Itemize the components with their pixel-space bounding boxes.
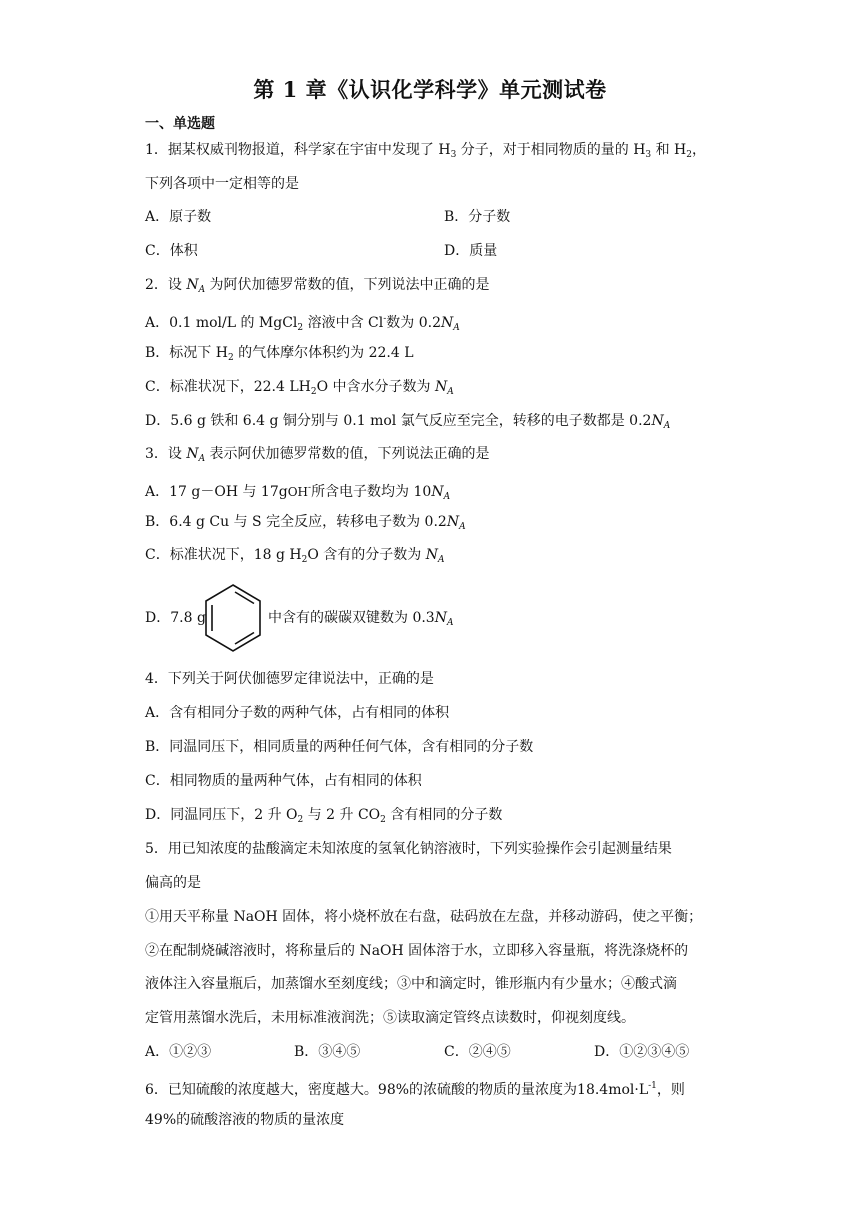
benzene-structure-icon: [202, 582, 264, 654]
q2-option-c: C．标准状况下，22.4 $LH_2O$ 中含水分子数为 $N_A$: [145, 379, 454, 397]
q4-stem: 4．下列关于阿伏伽德罗定律说法中，正确的是: [145, 671, 434, 687]
q3-option-d-prefix: D．7.8 g: [145, 610, 206, 626]
q6-stem-line2: 49%的硫酸溶液的物质的量浓度: [145, 1112, 345, 1128]
q5-stem-line3: ①用天平称量 NaOH 固体，将小烧杯放在右盘，砝码放在左盘，并移动游码，使之平衡；: [145, 909, 703, 925]
q4-option-d: D．同温同压下，2 升 $O_2$ 与 2 升 $CO_2$ 含有相同的分子数: [145, 807, 503, 825]
q2-option-a: A．0.1 mol/L 的 MgCl$_2$ 溶液中含 Cl-数为 $0.2N_A$: [145, 314, 460, 333]
q1-stem-line1: 1．据某权威刊物报道，科学家在宇宙中发现了 $H_3$ 分子，对于相同物质的量的 $H_3$ 和 $H_2$，: [145, 142, 706, 160]
q1-stem-line2: 下列各项中一定相等的是: [145, 176, 299, 192]
q2-option-b: B．标况下 $H_2$ 的气体摩尔体积约为 22.4 L: [145, 345, 414, 363]
q5-stem-line4: ②在配制烧碱溶液时，将称量后的 NaOH 固体溶于水，立即移入容量瓶，将洗涤烧杯的: [145, 943, 689, 959]
q5-option-c: C．②④⑤: [444, 1044, 511, 1060]
q1-option-d: D．质量: [444, 243, 498, 259]
q5-option-d: D．①②③④⑤: [594, 1044, 690, 1060]
q4-option-c: C．相同物质的量两种气体，占有相同的体积: [145, 773, 422, 789]
q3-option-c: C．标准状况下，18 g $H_2O$ 含有的分子数为 $N_A$: [145, 547, 445, 565]
section-heading: 一、单选题: [145, 116, 215, 132]
q3-option-d-suffix: 中含有的碳碳双键数为 $0.3N_A$: [268, 610, 454, 628]
q5-stem-line1: 5．用已知浓度的盐酸滴定未知浓度的氢氧化钠溶液时，下列实验操作会引起测量结果: [145, 841, 672, 857]
q2-stem: 2．设 $N_A$ 为阿伏加德罗常数的值，下列说法中正确的是: [145, 277, 490, 295]
q1-option-c: C．体积: [145, 243, 198, 259]
q3-stem: 3．设 $N_A$ 表示阿伏加德罗常数的值，下列说法正确的是: [145, 446, 490, 464]
q5-stem-line6: 定管用蒸馏水洗后，未用标准液润洗；⑤读取滴定管终点读数时，仰视刻度线。: [145, 1010, 635, 1026]
q2-option-d: D．5.6 g 铁和 6.4 g 铜分别与 0.1 mol 氯气反应至完全，转移的电子数都是 $0.2N_A$: [145, 413, 671, 431]
q4-option-b: B．同温同压下，相同质量的两种任何气体，含有相同的分子数: [145, 739, 534, 755]
q1-option-a: A．原子数: [145, 209, 212, 225]
q5-stem-line2: 偏高的是: [145, 875, 201, 891]
q5-option-b: B．③④⑤: [294, 1044, 361, 1060]
q5-stem-line5: 液体注入容量瓶后，加蒸馏水至刻度线；③中和滴定时，锥形瓶内有少量水；④酸式滴: [145, 976, 677, 992]
page-title: 第 1 章《认识化学科学》单元测试卷: [253, 77, 607, 102]
q4-option-a: A．含有相同分子数的两种气体，占有相同的体积: [145, 705, 450, 721]
q3-option-a: A．17 g－OH 与 17gOH-所含电子数均为 $10N_A$: [145, 483, 451, 502]
q1-option-b: B．分子数: [444, 209, 511, 225]
q5-option-a: A．①②③: [145, 1044, 212, 1060]
q6-stem-line1: 6．已知硫酸的浓度越大，密度越大。98%的浓硫酸的物质的量浓度为$18.4mol\cdot L^{-1}$，则: [145, 1081, 685, 1098]
q3-option-b: B．6.4 g Cu 与 S 完全反应，转移电子数为 $0.2N_A$: [145, 514, 466, 532]
